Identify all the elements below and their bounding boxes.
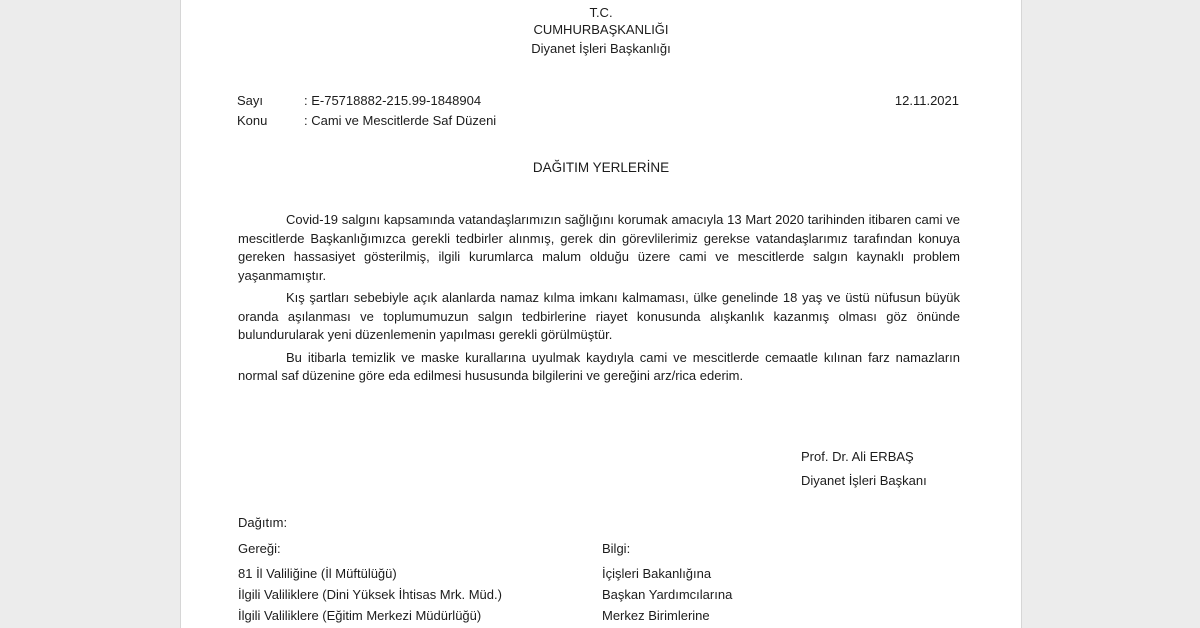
body-paragraph-2: Kış şartları sebebiyle açık alanlarda namaz kılma imkanı kalmaması, ülke genelinde 18 yaş ve üstü nüfusun büyük oranda aşılanması ve toplumumuzun salgın tedbirlerine riayet konusunda alışkanlık kazanmış olması göz önünde bulundurularak yeni düzenlemenin yapılması gerekli görülmüştür.	[238, 290, 960, 342]
list-item: Merkez Birimlerine	[602, 608, 710, 623]
action-label: Gereği:	[238, 541, 281, 556]
header-presidency: CUMHURBAŞKANLIĞI	[533, 22, 669, 37]
sayi-value: : E-75718882-215.99-1848904	[304, 93, 482, 108]
header-tc: T.C.	[589, 5, 613, 20]
info-label: Bilgi:	[602, 541, 631, 556]
right-margin	[1021, 0, 1200, 628]
header-department: Diyanet İşleri Başkanlığı	[531, 41, 671, 56]
distribution-action-list	[238, 538, 502, 626]
list-item: İlgili Valiliklere (Dini Yüksek İhtisas Mrk. Müd.)	[238, 587, 502, 602]
list-item: 81 İl Valiliğine (İl Müftülüğü)	[238, 566, 397, 581]
body-paragraph-1: Covid-19 salgını kapsamında vatandaşlarımızın sağlığını korumak amacıyla 13 Mart 2020 tarihinden itibaren cami ve mescitlerde Başkanlığımızca gerekli tedbirler alınmış, gerek din görevlilerimiz gerekse vatandaşlarımız tarafından konuya gereken hassasiyet gösterilmiş, ilgili kurumlarca malum olduğu üzere cami ve mescitlerde salgın kaynaklı problem yaşanmamıştır.	[238, 212, 960, 283]
list-item: İçişleri Bakanlığına	[602, 566, 712, 581]
signatory-title: Diyanet İşleri Başkanı	[801, 473, 927, 488]
konu-value: : Cami ve Mescitlerde Saf Düzeni	[304, 113, 497, 128]
konu-label: Konu	[237, 113, 268, 128]
distribution-info-list	[602, 538, 732, 626]
sayi-label: Sayı	[237, 93, 264, 108]
distribution-label: Dağıtım:	[238, 515, 288, 530]
list-item: İlgili Valiliklere (Eğitim Merkezi Müdürlüğü)	[238, 608, 482, 623]
document-page	[181, 0, 1021, 628]
distribution-heading: DAĞITIM YERLERİNE	[532, 160, 670, 175]
body-paragraph-3: Bu itibarla temizlik ve maske kurallarına uyulmak kaydıyla cami ve mescitlerde cemaatle kılınan farz namazların normal saf düzenine göre eda edilmesi hususunda bilgilerini ve gereğini arz/rica ederim.	[238, 349, 960, 383]
signatory-name: Prof. Dr. Ali ERBAŞ	[801, 449, 914, 464]
list-item: Başkan Yardımcılarına	[602, 587, 733, 602]
document-date: 12.11.2021	[894, 93, 959, 108]
left-margin	[0, 0, 181, 628]
document-body	[238, 211, 960, 386]
